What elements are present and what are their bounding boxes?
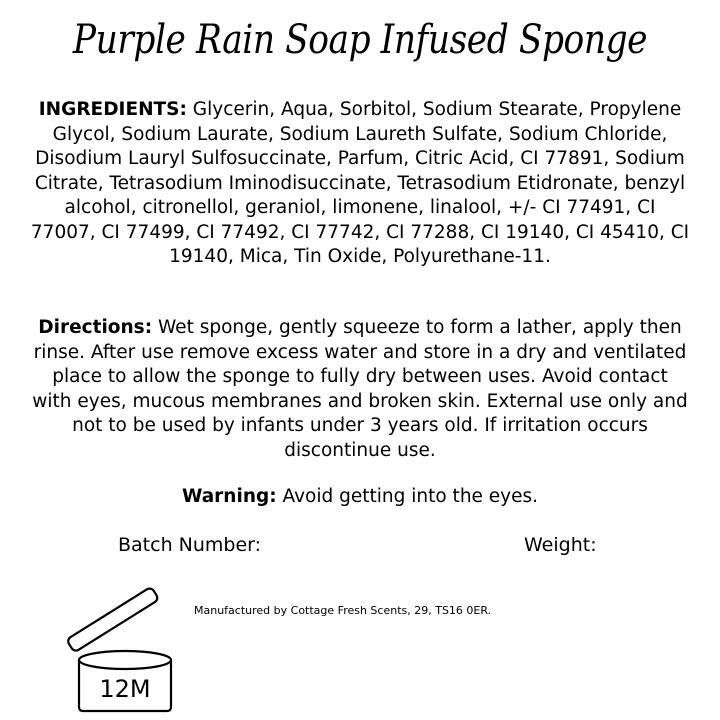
- directions-text: Wet sponge, gently squeeze to form a lather, apply then rinse. After use remove excess water and store in a dry and ventilated place to allow the sponge to fully dry between uses. Avoid contact with eyes, mucous membranes and broken skin. External use only and not to be used by infants under 3 years old. If irritation occurs discontinue use.: [32, 317, 688, 461]
- manufacturer-text: Manufactured by Cottage Fresh Scents, 29, TS16 0ER.: [194, 604, 492, 617]
- ingredients-label: INGREDIENTS:: [38, 99, 187, 120]
- product-title: Purple Rain Soap Infused Sponge: [72, 17, 648, 63]
- batch-number-label: Batch Number:: [118, 534, 262, 556]
- warning-text: Avoid getting into the eyes.: [276, 486, 539, 507]
- weight-label: Weight:: [524, 534, 597, 556]
- warning-label: Warning:: [181, 486, 277, 507]
- directions-label: Directions:: [38, 317, 153, 338]
- ingredients-section: [30, 98, 690, 270]
- ingredients-text: Glycerin, Aqua, Sorbitol, Sodium Stearate, Propylene Glycol, Sodium Laurate, Sodium Laureth Sulfate, Sodium Chloride, Disodium Lauryl Sulfosuccinate, Parfum, Citric Acid, CI 77891, Sodium Citrate, Tetrasodium Iminodisuccinate, Tetrasodium Etidronate, benzyl alcohol, citronellol, geraniol, limonene, linalool, +/- CI 77491, CI 77007, CI 77499, CI 77492, CI 77742, CI 77288, CI 19140, CI 45410, CI 19140, Mica, Tin Oxide, Polyurethane-11.: [30, 99, 690, 267]
- pao-period-text: 12M: [99, 675, 151, 703]
- directions-section: [30, 316, 690, 463]
- warning-section: [30, 485, 690, 510]
